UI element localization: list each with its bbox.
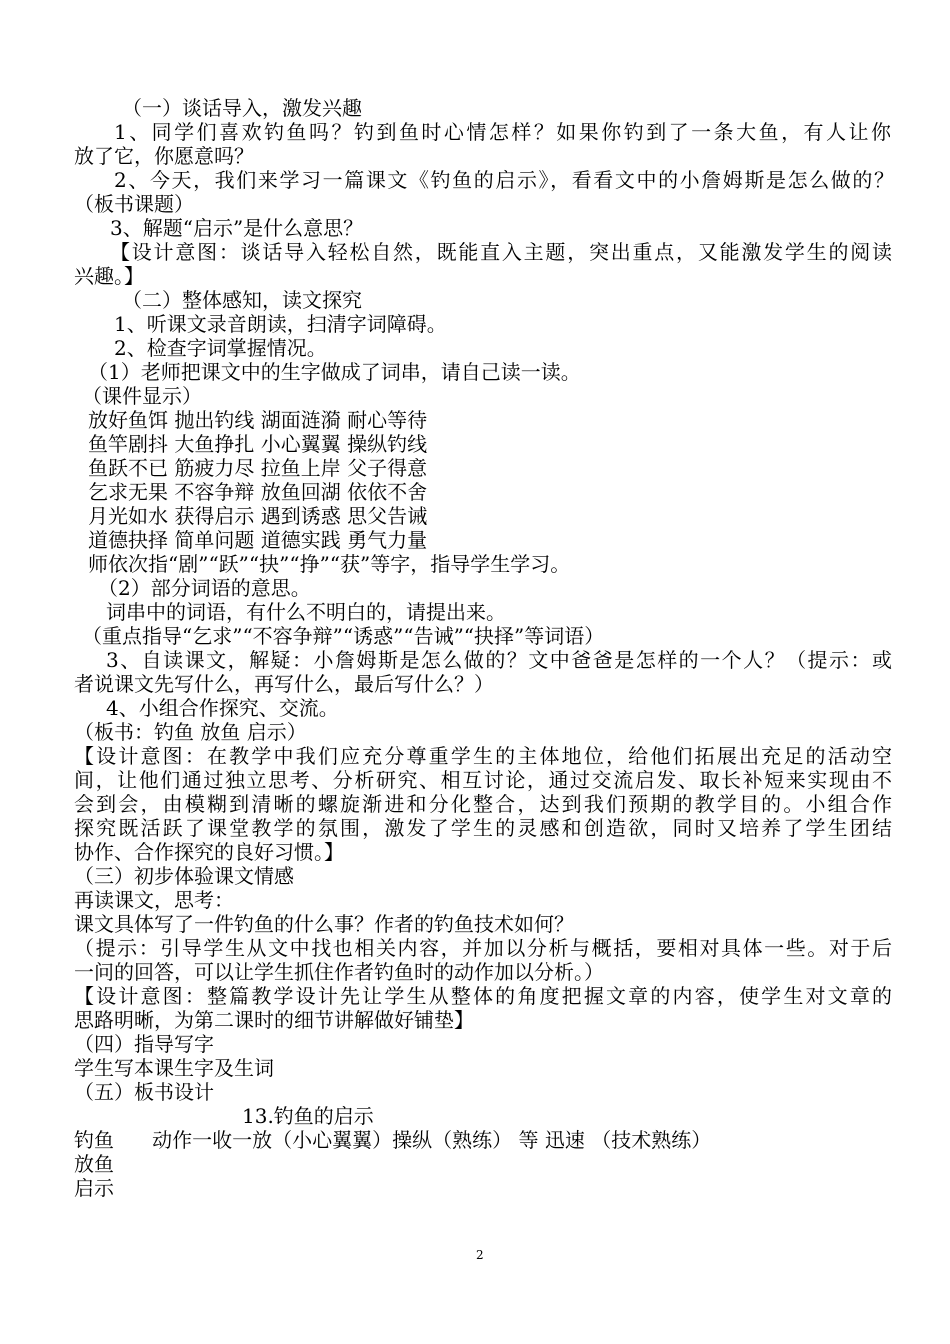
paragraph-line: 学生写本课生字及生词	[74, 1056, 274, 1080]
paragraph-line: 1、同学们喜欢钓鱼吗？钓到鱼时心情怎样？如果你钓到了一条大鱼，有人让你	[114, 120, 891, 144]
design-note-line: 间，让他们通过独立思考、分析研究、相互讨论，通过交流启发、取长补短来实现由不	[74, 768, 892, 792]
design-note-line: 会到会，由模糊到清晰的螺旋渐进和分化整合，达到我们预期的教学目的。小组合作	[74, 792, 892, 816]
page-number: 2	[476, 1248, 484, 1262]
paragraph-line: 再读课文，思考：	[74, 888, 234, 912]
word-string-line: 月光如水 获得启示 遇到诱惑 思父告诫	[88, 504, 428, 528]
section-heading-3: （三）初步体验课文情感	[74, 864, 294, 888]
paragraph-line: 者说课文先写什么，再写什么，最后写什么？）	[74, 672, 494, 696]
paragraph-line: 课文具体写了一件钓鱼的什么事？作者的钓鱼技术如何？	[74, 912, 574, 936]
paragraph-line: 1、听课文录音朗读，扫清字词障碍。	[114, 312, 447, 336]
design-note-line: 【设计意图：在教学中我们应充分尊重学生的主体地位，给他们拓展出充足的活动空	[74, 744, 892, 768]
section-heading-4: （四）指导写字	[74, 1032, 214, 1056]
paragraph-line: 师依次指“剧”“跃”“抉”“挣”“获”等字，指导学生学习。	[88, 552, 571, 576]
board-title: 13.钓鱼的启示	[242, 1104, 374, 1128]
paragraph-line: 放了它，你愿意吗？	[74, 144, 254, 168]
paragraph-line: （板书课题）	[74, 192, 194, 216]
paragraph-line: （1）老师把课文中的生字做成了词串，请自己读一读。	[88, 360, 581, 384]
paragraph-line: 4、小组合作探究、交流。	[106, 696, 339, 720]
design-note-line: 【设计意图：谈话导入轻松自然，既能直入主题，突出重点，又能激发学生的阅读	[110, 240, 892, 264]
design-note-line: 探究既活跃了课堂教学的氛围，激发了学生的灵感和创造欲，同时又培养了学生团结	[74, 816, 892, 840]
paragraph-line: 2、今天，我们来学习一篇课文《钓鱼的启示》，看看文中的小詹姆斯是怎么做的？	[114, 168, 894, 192]
paragraph-line: 一问的回答，可以让学生抓住作者钓鱼时的动作加以分析。）	[74, 960, 604, 984]
board-row: 放鱼	[74, 1152, 114, 1176]
paragraph-line: （板书：钓鱼 放鱼 启示）	[74, 720, 307, 744]
word-string-line: 鱼竿剧抖 大鱼挣扎 小心翼翼 操纵钓线	[88, 432, 428, 456]
word-string-line: 放好鱼饵 抛出钓线 湖面涟漪 耐心等待	[88, 408, 428, 432]
design-note-line: 兴趣。】	[74, 264, 144, 288]
word-string-line: 鱼跃不已 筋疲力尽 拉鱼上岸 父子得意	[88, 456, 428, 480]
paragraph-line: （课件显示）	[82, 384, 202, 408]
paragraph-line: （提示：引导学生从文中找也相关内容，并加以分析与概括，要相对具体一些。对于后	[74, 936, 892, 960]
section-heading-5: （五）板书设计	[74, 1080, 214, 1104]
paragraph-line: 词串中的词语，有什么不明白的，请提出来。	[106, 600, 506, 624]
paragraph-line: 2、检查字词掌握情况。	[114, 336, 327, 360]
design-note-line: 思路明晰，为第二课时的细节讲解做好铺垫】	[74, 1008, 474, 1032]
design-note-line: 协作、合作探究的良好习惯。】	[74, 840, 344, 864]
paragraph-line: 3、自读课文，解疑：小詹姆斯是怎么做的？文中爸爸是怎样的一个人？（提示：或	[106, 648, 892, 672]
section-heading-2: （二）整体感知，读文探究	[122, 288, 362, 312]
board-row: 启示	[74, 1176, 114, 1200]
paragraph-line: （2）部分词语的意思。	[98, 576, 311, 600]
board-row: 钓鱼 动作一收一放（小心翼翼）操纵（熟练） 等 迅速 （技术熟练）	[74, 1128, 712, 1152]
word-string-line: 乞求无果 不容争辩 放鱼回湖 依依不舍	[88, 480, 428, 504]
design-note-line: 【设计意图：整篇教学设计先让学生从整体的角度把握文章的内容，使学生对文章的	[74, 984, 892, 1008]
paragraph-line: 3、解题“启示”是什么意思？	[110, 216, 364, 240]
word-string-line: 道德抉择 简单问题 道德实践 勇气力量	[88, 528, 428, 552]
section-heading-1: （一）谈话导入，激发兴趣	[122, 96, 362, 120]
paragraph-line: （重点指导“乞求”“不容争辩”“诱惑”“告诫”“抉择”等词语）	[82, 624, 605, 648]
